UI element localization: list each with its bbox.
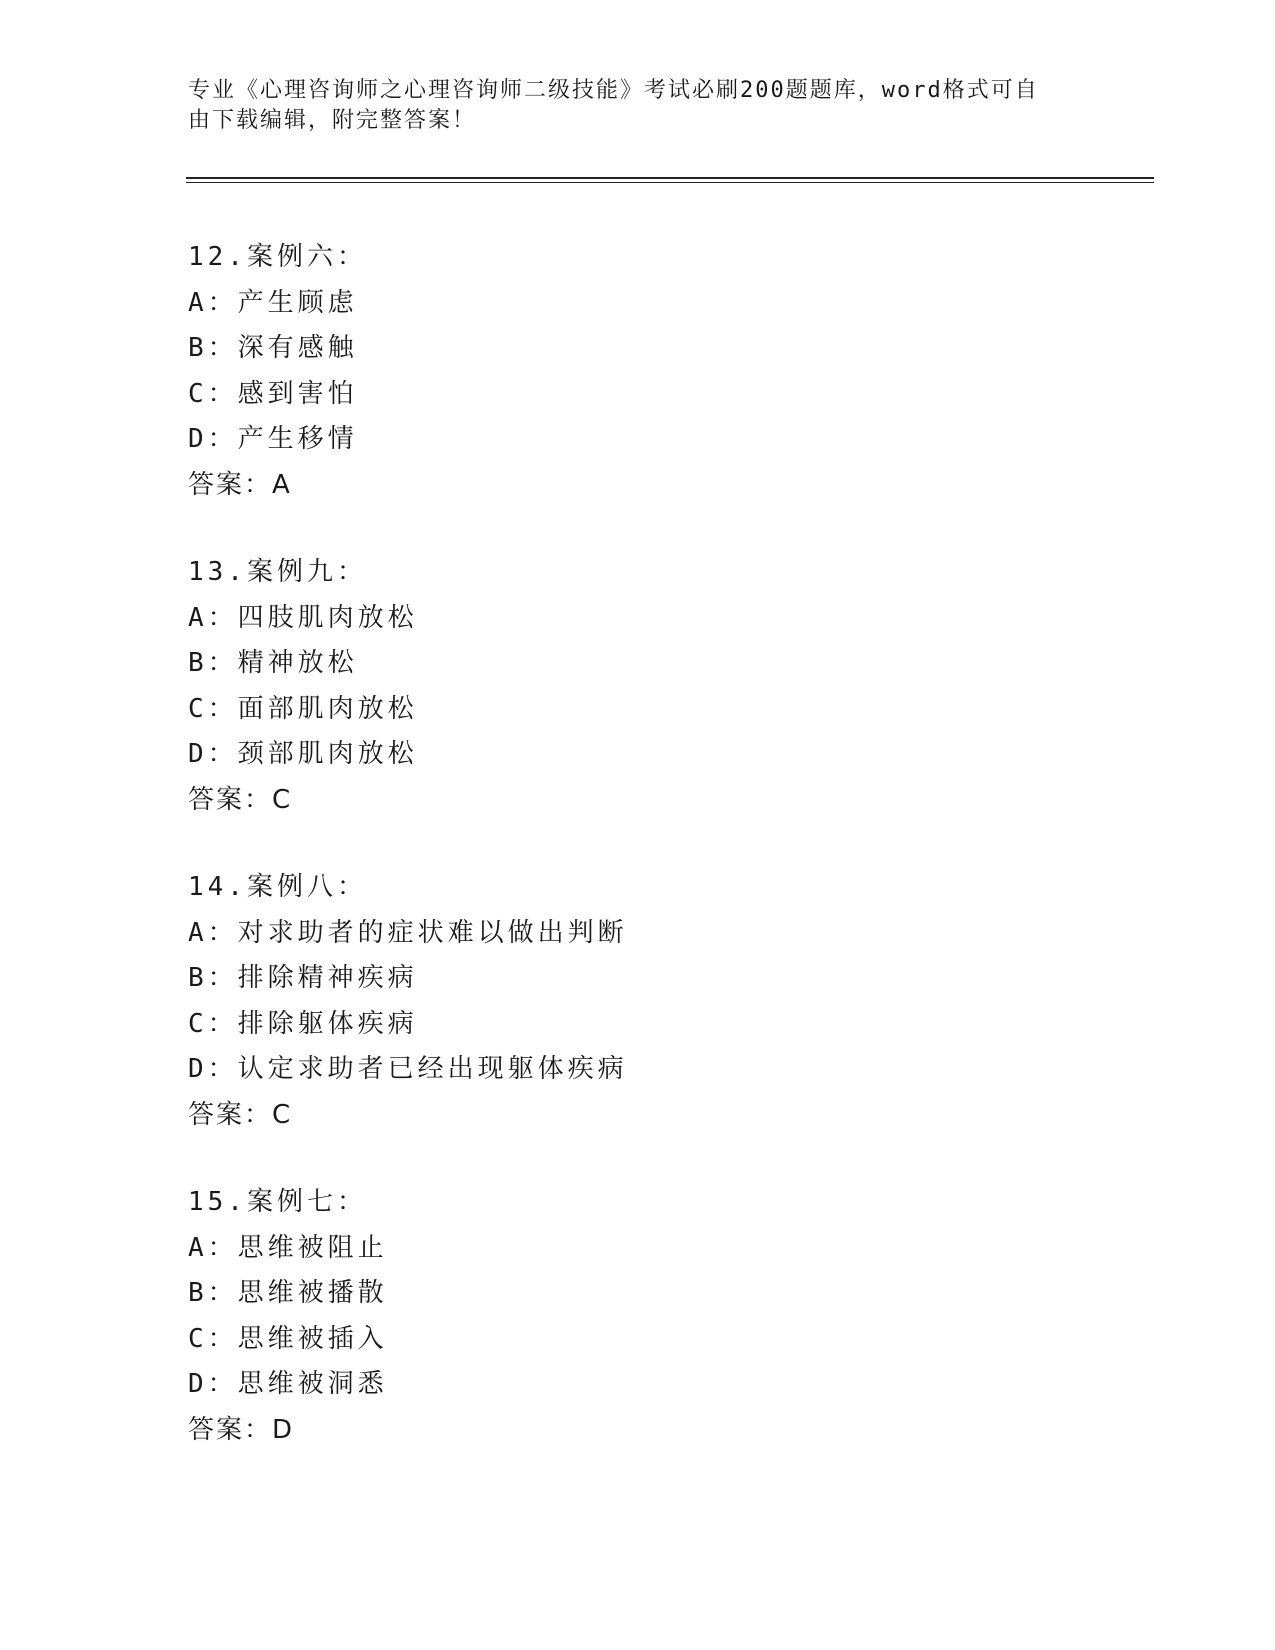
question-stem: 15.案例七：	[188, 1187, 367, 1217]
option-a: A：产生顾虑	[188, 287, 358, 318]
option-c: C：感到害怕	[188, 378, 358, 409]
option-d: D：产生移情	[188, 424, 358, 454]
header-divider-thin	[186, 182, 1154, 183]
answer-line: 答案：C	[188, 1099, 293, 1130]
option-b: B：思维被播散	[188, 1278, 388, 1308]
option-b: B：深有感触	[188, 333, 358, 363]
question-13	[188, 550, 1088, 823]
document-header	[188, 76, 1068, 136]
answer-line: 答案：C	[188, 784, 293, 815]
option-a: A：四肢肌肉放松	[188, 602, 418, 633]
question-stem: 12.案例六：	[188, 242, 367, 272]
option-c: C：排除躯体疾病	[188, 1008, 418, 1039]
question-stem: 13.案例九：	[188, 557, 367, 587]
question-12	[188, 235, 1088, 508]
option-a: A：思维被阻止	[188, 1232, 388, 1263]
header-line-2: 由下载编辑，附完整答案！	[188, 108, 477, 133]
option-c: C：思维被插入	[188, 1323, 388, 1354]
answer-line: 答案：D	[188, 1414, 295, 1445]
question-15	[188, 1180, 1088, 1453]
option-b: B：精神放松	[188, 648, 358, 678]
option-d: D：思维被洞悉	[188, 1369, 388, 1399]
option-b: B：排除精神疾病	[188, 963, 418, 993]
question-stem: 14.案例八：	[188, 872, 367, 902]
header-divider-thick	[186, 177, 1154, 179]
option-d: D：认定求助者已经出现躯体疾病	[188, 1054, 628, 1084]
question-14	[188, 865, 1088, 1138]
header-line-1: 专业《心理咨询师之心理咨询师二级技能》考试必刷200题题库，word格式可自	[188, 78, 1039, 103]
option-a: A：对求助者的症状难以做出判断	[188, 917, 628, 948]
question-list	[188, 235, 1088, 1495]
option-c: C：面部肌肉放松	[188, 693, 418, 724]
answer-line: 答案：A	[188, 469, 292, 500]
option-d: D：颈部肌肉放松	[188, 739, 418, 769]
